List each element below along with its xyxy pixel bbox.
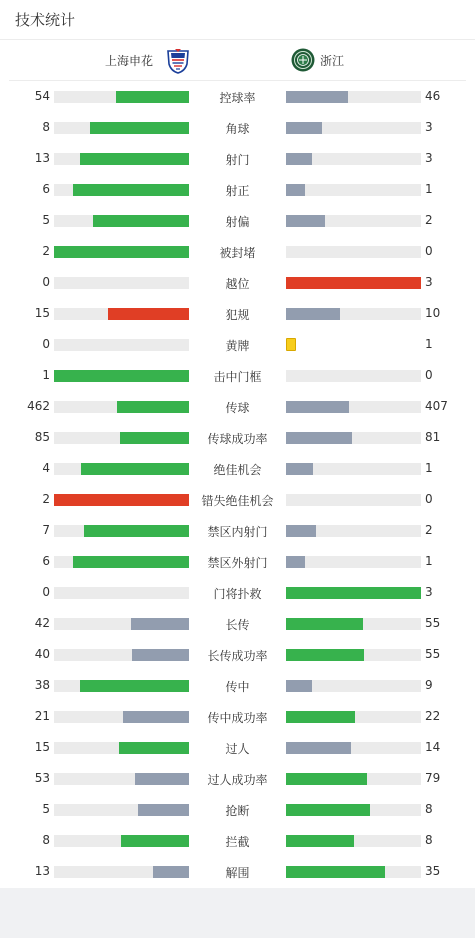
home-stat-bar xyxy=(73,556,189,568)
home-stat-bar-track xyxy=(54,277,189,289)
home-stat-bar xyxy=(108,308,189,320)
stat-label: 错失绝佳机会 xyxy=(201,494,274,508)
page-title: 技术统计 xyxy=(0,0,475,40)
home-stat-bar xyxy=(123,711,189,723)
away-stat-bar xyxy=(286,463,313,475)
home-stat-bar-track xyxy=(54,525,189,537)
stat-row xyxy=(0,143,475,174)
home-stat-value: 53 xyxy=(34,771,50,785)
away-stat-bar xyxy=(286,525,316,537)
away-stat-value: 46 xyxy=(425,89,441,103)
away-stat-value: 3 xyxy=(425,151,433,165)
home-stat-value: 85 xyxy=(34,430,50,444)
away-stat-value: 22 xyxy=(425,709,441,723)
away-stat-value: 81 xyxy=(425,430,441,444)
home-stat-bar xyxy=(90,122,189,134)
stat-label: 射正 xyxy=(225,184,250,198)
home-stat-bar-track xyxy=(54,215,189,227)
stat-label: 门将扑救 xyxy=(213,587,262,601)
home-stat-bar-track xyxy=(54,308,189,320)
away-stat-value: 8 xyxy=(425,833,433,847)
yellow-card-icon xyxy=(286,338,296,351)
stat-row xyxy=(0,422,475,453)
away-stat-value: 0 xyxy=(425,368,433,382)
away-stat-bar-track xyxy=(286,370,421,382)
away-stat-value: 407 xyxy=(425,399,448,413)
home-stat-bar-track xyxy=(54,649,189,661)
away-stat-bar xyxy=(286,91,348,103)
teams-header xyxy=(9,40,466,81)
stat-row xyxy=(0,856,475,887)
home-stat-bar xyxy=(80,680,189,692)
away-stat-bar xyxy=(286,153,312,165)
away-stat-value: 2 xyxy=(425,523,433,537)
home-stat-bar xyxy=(84,525,189,537)
stat-row xyxy=(0,484,475,515)
home-stat-bar xyxy=(54,370,189,382)
stat-label: 拦截 xyxy=(225,835,250,849)
home-stat-value: 5 xyxy=(42,213,50,227)
home-stat-bar xyxy=(131,618,189,630)
home-stat-bar-track xyxy=(54,556,189,568)
home-team-logo-icon[interactable] xyxy=(166,48,190,74)
away-stat-value: 35 xyxy=(425,864,441,878)
stat-row xyxy=(0,670,475,701)
away-stat-bar-track xyxy=(286,618,421,630)
away-stat-bar xyxy=(286,742,351,754)
stat-row xyxy=(0,205,475,236)
away-stat-value: 1 xyxy=(425,554,433,568)
stat-row xyxy=(0,732,475,763)
away-stat-bar-track xyxy=(286,556,421,568)
home-stat-bar-track xyxy=(54,246,189,258)
home-stat-value: 13 xyxy=(34,151,50,165)
home-stat-value: 5 xyxy=(42,802,50,816)
home-stat-bar-track xyxy=(54,866,189,878)
away-stat-value: 55 xyxy=(425,616,441,630)
stat-row xyxy=(0,608,475,639)
stat-row xyxy=(0,794,475,825)
home-stat-value: 2 xyxy=(42,492,50,506)
away-stat-bar xyxy=(286,618,363,630)
home-stat-bar-track xyxy=(54,91,189,103)
stat-label: 黄牌 xyxy=(225,339,250,353)
away-stat-bar-track xyxy=(286,587,421,599)
stat-label: 射门 xyxy=(225,153,250,167)
stat-label: 过人 xyxy=(225,742,250,756)
home-stat-bar xyxy=(117,401,189,413)
away-stat-bar-track xyxy=(286,184,421,196)
home-stat-bar-track xyxy=(54,711,189,723)
home-stat-value: 7 xyxy=(42,523,50,537)
away-stat-bar-track xyxy=(286,649,421,661)
home-stat-bar xyxy=(135,773,189,785)
away-stat-bar-track xyxy=(286,277,421,289)
away-stat-bar-track xyxy=(286,401,421,413)
home-stat-value: 15 xyxy=(34,306,50,320)
away-stat-bar xyxy=(286,215,325,227)
stat-label: 越位 xyxy=(225,277,250,291)
away-stat-bar-track xyxy=(286,463,421,475)
home-stat-bar xyxy=(81,463,189,475)
away-stat-value: 8 xyxy=(425,802,433,816)
home-stat-value: 0 xyxy=(42,275,50,289)
home-stat-value: 8 xyxy=(42,833,50,847)
away-stat-bar xyxy=(286,122,322,134)
home-stat-bar-track xyxy=(54,339,189,351)
away-stat-bar xyxy=(286,773,367,785)
home-team-name[interactable]: 上海申花 xyxy=(104,54,153,68)
away-stat-bar-track xyxy=(286,680,421,692)
stat-label: 控球率 xyxy=(219,91,256,105)
stat-label: 传中成功率 xyxy=(207,711,268,725)
home-stat-value: 462 xyxy=(27,399,50,413)
home-stat-bar xyxy=(54,246,189,258)
away-stat-bar-track xyxy=(286,525,421,537)
home-stat-bar-track xyxy=(54,432,189,444)
away-stat-bar xyxy=(286,401,349,413)
away-stat-bar-track xyxy=(286,91,421,103)
away-stat-bar-track xyxy=(286,122,421,134)
stat-label: 击中门框 xyxy=(213,370,262,384)
away-stat-bar xyxy=(286,835,354,847)
away-stat-value: 14 xyxy=(425,740,441,754)
away-stat-bar xyxy=(286,866,385,878)
away-stat-bar-track xyxy=(286,742,421,754)
away-stat-value: 2 xyxy=(425,213,433,227)
stat-row xyxy=(0,360,475,391)
away-stat-value: 55 xyxy=(425,647,441,661)
home-stat-value: 1 xyxy=(42,368,50,382)
home-stat-bar-track xyxy=(54,153,189,165)
home-stat-bar xyxy=(153,866,189,878)
stat-row xyxy=(0,763,475,794)
stat-label: 角球 xyxy=(225,122,250,136)
home-stat-bar xyxy=(116,91,189,103)
home-stat-value: 0 xyxy=(42,337,50,351)
stat-label: 射偏 xyxy=(225,215,250,229)
home-stat-bar-track xyxy=(54,835,189,847)
home-stat-value: 15 xyxy=(34,740,50,754)
home-stat-value: 42 xyxy=(34,616,50,630)
stat-row xyxy=(0,267,475,298)
stat-label: 抢断 xyxy=(225,804,250,818)
stat-row xyxy=(0,391,475,422)
home-stat-bar-track xyxy=(54,184,189,196)
home-stat-bar xyxy=(121,835,189,847)
away-team-name[interactable]: 浙江 xyxy=(320,54,345,68)
away-stat-bar-track xyxy=(286,308,421,320)
away-stat-value: 3 xyxy=(425,275,433,289)
away-stat-value: 1 xyxy=(425,337,433,351)
away-stat-value: 1 xyxy=(425,461,433,475)
stats-list xyxy=(0,81,475,887)
home-stat-value: 6 xyxy=(42,554,50,568)
home-stat-bar-track xyxy=(54,370,189,382)
away-stat-bar-track xyxy=(286,711,421,723)
stat-row xyxy=(0,546,475,577)
stat-row xyxy=(0,577,475,608)
stat-label: 长传 xyxy=(225,618,250,632)
stat-label: 传球成功率 xyxy=(207,432,268,446)
stat-label: 禁区外射门 xyxy=(207,556,268,570)
stat-label: 犯规 xyxy=(225,308,250,322)
home-stat-bar-track xyxy=(54,773,189,785)
stat-row xyxy=(0,298,475,329)
stat-row xyxy=(0,81,475,112)
home-stat-bar-track xyxy=(54,804,189,816)
stat-label: 绝佳机会 xyxy=(213,463,262,477)
home-stat-value: 6 xyxy=(42,182,50,196)
home-stat-value: 2 xyxy=(42,244,50,258)
stat-row xyxy=(0,825,475,856)
stat-row xyxy=(0,174,475,205)
home-stat-value: 40 xyxy=(34,647,50,661)
home-stat-bar-track xyxy=(54,494,189,506)
stat-row xyxy=(0,329,475,360)
away-stat-value: 1 xyxy=(425,182,433,196)
away-stat-bar-track xyxy=(286,215,421,227)
stat-row xyxy=(0,236,475,267)
away-stat-bar-track xyxy=(286,866,421,878)
away-stat-bar xyxy=(286,556,305,568)
away-stat-bar-track xyxy=(286,494,421,506)
away-stat-bar xyxy=(286,587,421,599)
away-stat-bar xyxy=(286,711,355,723)
away-stat-bar xyxy=(286,649,364,661)
away-stat-value: 0 xyxy=(425,244,433,258)
home-stat-bar-track xyxy=(54,742,189,754)
home-stat-bar xyxy=(120,432,189,444)
home-stat-bar-track xyxy=(54,680,189,692)
home-stat-value: 0 xyxy=(42,585,50,599)
away-stat-bar xyxy=(286,432,352,444)
home-stat-value: 21 xyxy=(34,709,50,723)
away-stat-value: 79 xyxy=(425,771,441,785)
stat-row xyxy=(0,639,475,670)
home-stat-bar-track xyxy=(54,122,189,134)
home-stat-bar xyxy=(80,153,189,165)
away-team-logo-icon[interactable] xyxy=(291,48,315,72)
away-stat-bar xyxy=(286,308,340,320)
stat-row xyxy=(0,453,475,484)
home-stat-value: 4 xyxy=(42,461,50,475)
stat-row xyxy=(0,701,475,732)
stat-label: 长传成功率 xyxy=(207,649,268,663)
stat-label: 传中 xyxy=(225,680,250,694)
away-stat-bar-track xyxy=(286,246,421,258)
home-stat-bar-track xyxy=(54,587,189,599)
away-stat-bar-track xyxy=(286,773,421,785)
home-stat-bar-track xyxy=(54,618,189,630)
stat-label: 传球 xyxy=(225,401,250,415)
away-stat-bar-track xyxy=(286,835,421,847)
home-stat-value: 38 xyxy=(34,678,50,692)
away-stat-bar-track xyxy=(286,432,421,444)
away-stat-value: 0 xyxy=(425,492,433,506)
stat-label: 禁区内射门 xyxy=(207,525,268,539)
away-stat-value: 9 xyxy=(425,678,433,692)
away-stat-value: 3 xyxy=(425,585,433,599)
stat-label: 解围 xyxy=(225,866,250,880)
home-stat-bar-track xyxy=(54,401,189,413)
away-stat-bar-track xyxy=(286,804,421,816)
home-stat-value: 13 xyxy=(34,864,50,878)
away-stat-bar xyxy=(286,804,370,816)
home-stat-bar xyxy=(132,649,189,661)
stat-row xyxy=(0,112,475,143)
stat-label: 过人成功率 xyxy=(207,773,268,787)
stat-label: 被封堵 xyxy=(219,246,256,260)
away-stat-bar xyxy=(286,680,312,692)
home-stat-value: 54 xyxy=(34,89,50,103)
away-stat-bar-track xyxy=(286,153,421,165)
home-stat-value: 8 xyxy=(42,120,50,134)
away-stat-value: 10 xyxy=(425,306,441,320)
home-stat-bar xyxy=(138,804,189,816)
away-stat-bar xyxy=(286,184,305,196)
home-stat-bar-track xyxy=(54,463,189,475)
away-stat-bar xyxy=(286,277,421,289)
home-stat-bar xyxy=(93,215,189,227)
home-stat-bar xyxy=(119,742,189,754)
away-stat-value: 3 xyxy=(425,120,433,134)
stat-row xyxy=(0,515,475,546)
home-stat-bar xyxy=(73,184,189,196)
home-stat-bar xyxy=(54,494,189,506)
